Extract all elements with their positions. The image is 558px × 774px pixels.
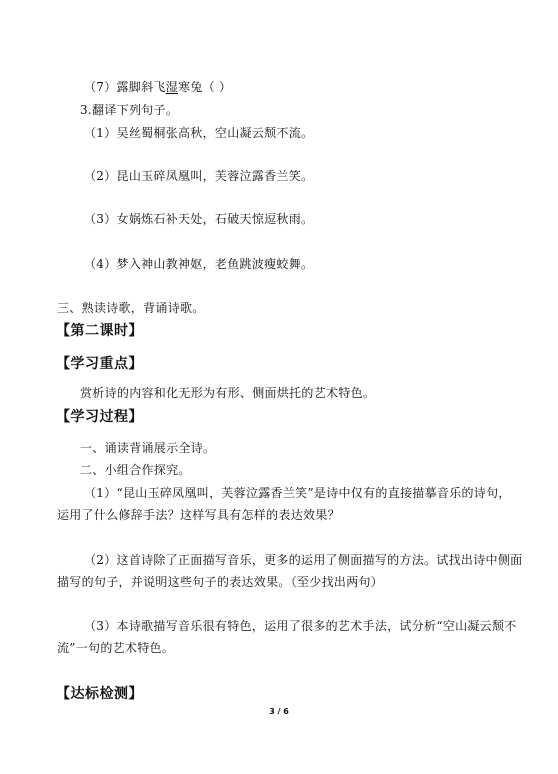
process-heading: 【学习过程】 xyxy=(56,409,143,425)
page-number: 3 / 6 xyxy=(269,707,289,716)
section-3-heading: 三、熟读诗歌，背诵诗歌。 xyxy=(57,301,205,315)
question-7-suffix: 寒兔（ ） xyxy=(178,80,232,94)
inquiry-question-1-line-1: （1）“昆山玉碎凤凰叫，芙蓉泣露香兰笑”是诗中仅有的直接描摹音乐的诗句， xyxy=(84,486,511,500)
lesson-2-heading: 【第二课时】 xyxy=(56,323,143,339)
step-2: 二、小组合作探究。 xyxy=(80,463,191,477)
focus-heading: 【学习重点】 xyxy=(56,356,143,372)
translate-item-3: （3）女娲炼石补天处，石破天惊逗秋雨。 xyxy=(84,212,314,226)
inquiry-question-2-line-2: 描写的句子，并说明这些句子的表达效果。（至少找出两句） xyxy=(57,575,384,589)
inquiry-question-2-line-1: （2）这首诗除了正面描写音乐，更多的运用了侧面描写的方法。试找出诗中侧面 xyxy=(84,553,523,567)
translate-item-4: （4）梦入神山教神妪，老鱼跳波瘦蛟舞。 xyxy=(84,257,314,271)
question-7 xyxy=(84,79,231,95)
focus-text: 赏析诗的内容和化无形为有形、侧面烘托的艺术特色。 xyxy=(80,386,376,400)
question-7-prefix: （7）露脚斜飞 xyxy=(84,80,166,94)
translate-item-2: （2）昆山玉碎凤凰叫，芙蓉泣露香兰笑。 xyxy=(84,169,314,183)
translate-item-1: （1）吴丝蜀桐张高秋，空山凝云颓不流。 xyxy=(84,126,314,140)
question-7-underlined-char: 湿 xyxy=(165,80,179,94)
translate-title: 3.翻译下列句子。 xyxy=(80,103,179,117)
test-heading: 【达标检测】 xyxy=(56,686,143,702)
inquiry-question-1-line-2: 运用了什么修辞手法？这样写具有怎样的表达效果？ xyxy=(57,508,340,522)
inquiry-question-3-line-1: （3）本诗歌描写音乐很有特色，运用了很多的艺术手法，试分析“空山凝云颓不 xyxy=(84,619,517,633)
step-1: 一、诵读背诵展示全诗。 xyxy=(80,441,216,455)
inquiry-question-3-line-2: 流”一句的艺术特色。 xyxy=(57,641,175,655)
